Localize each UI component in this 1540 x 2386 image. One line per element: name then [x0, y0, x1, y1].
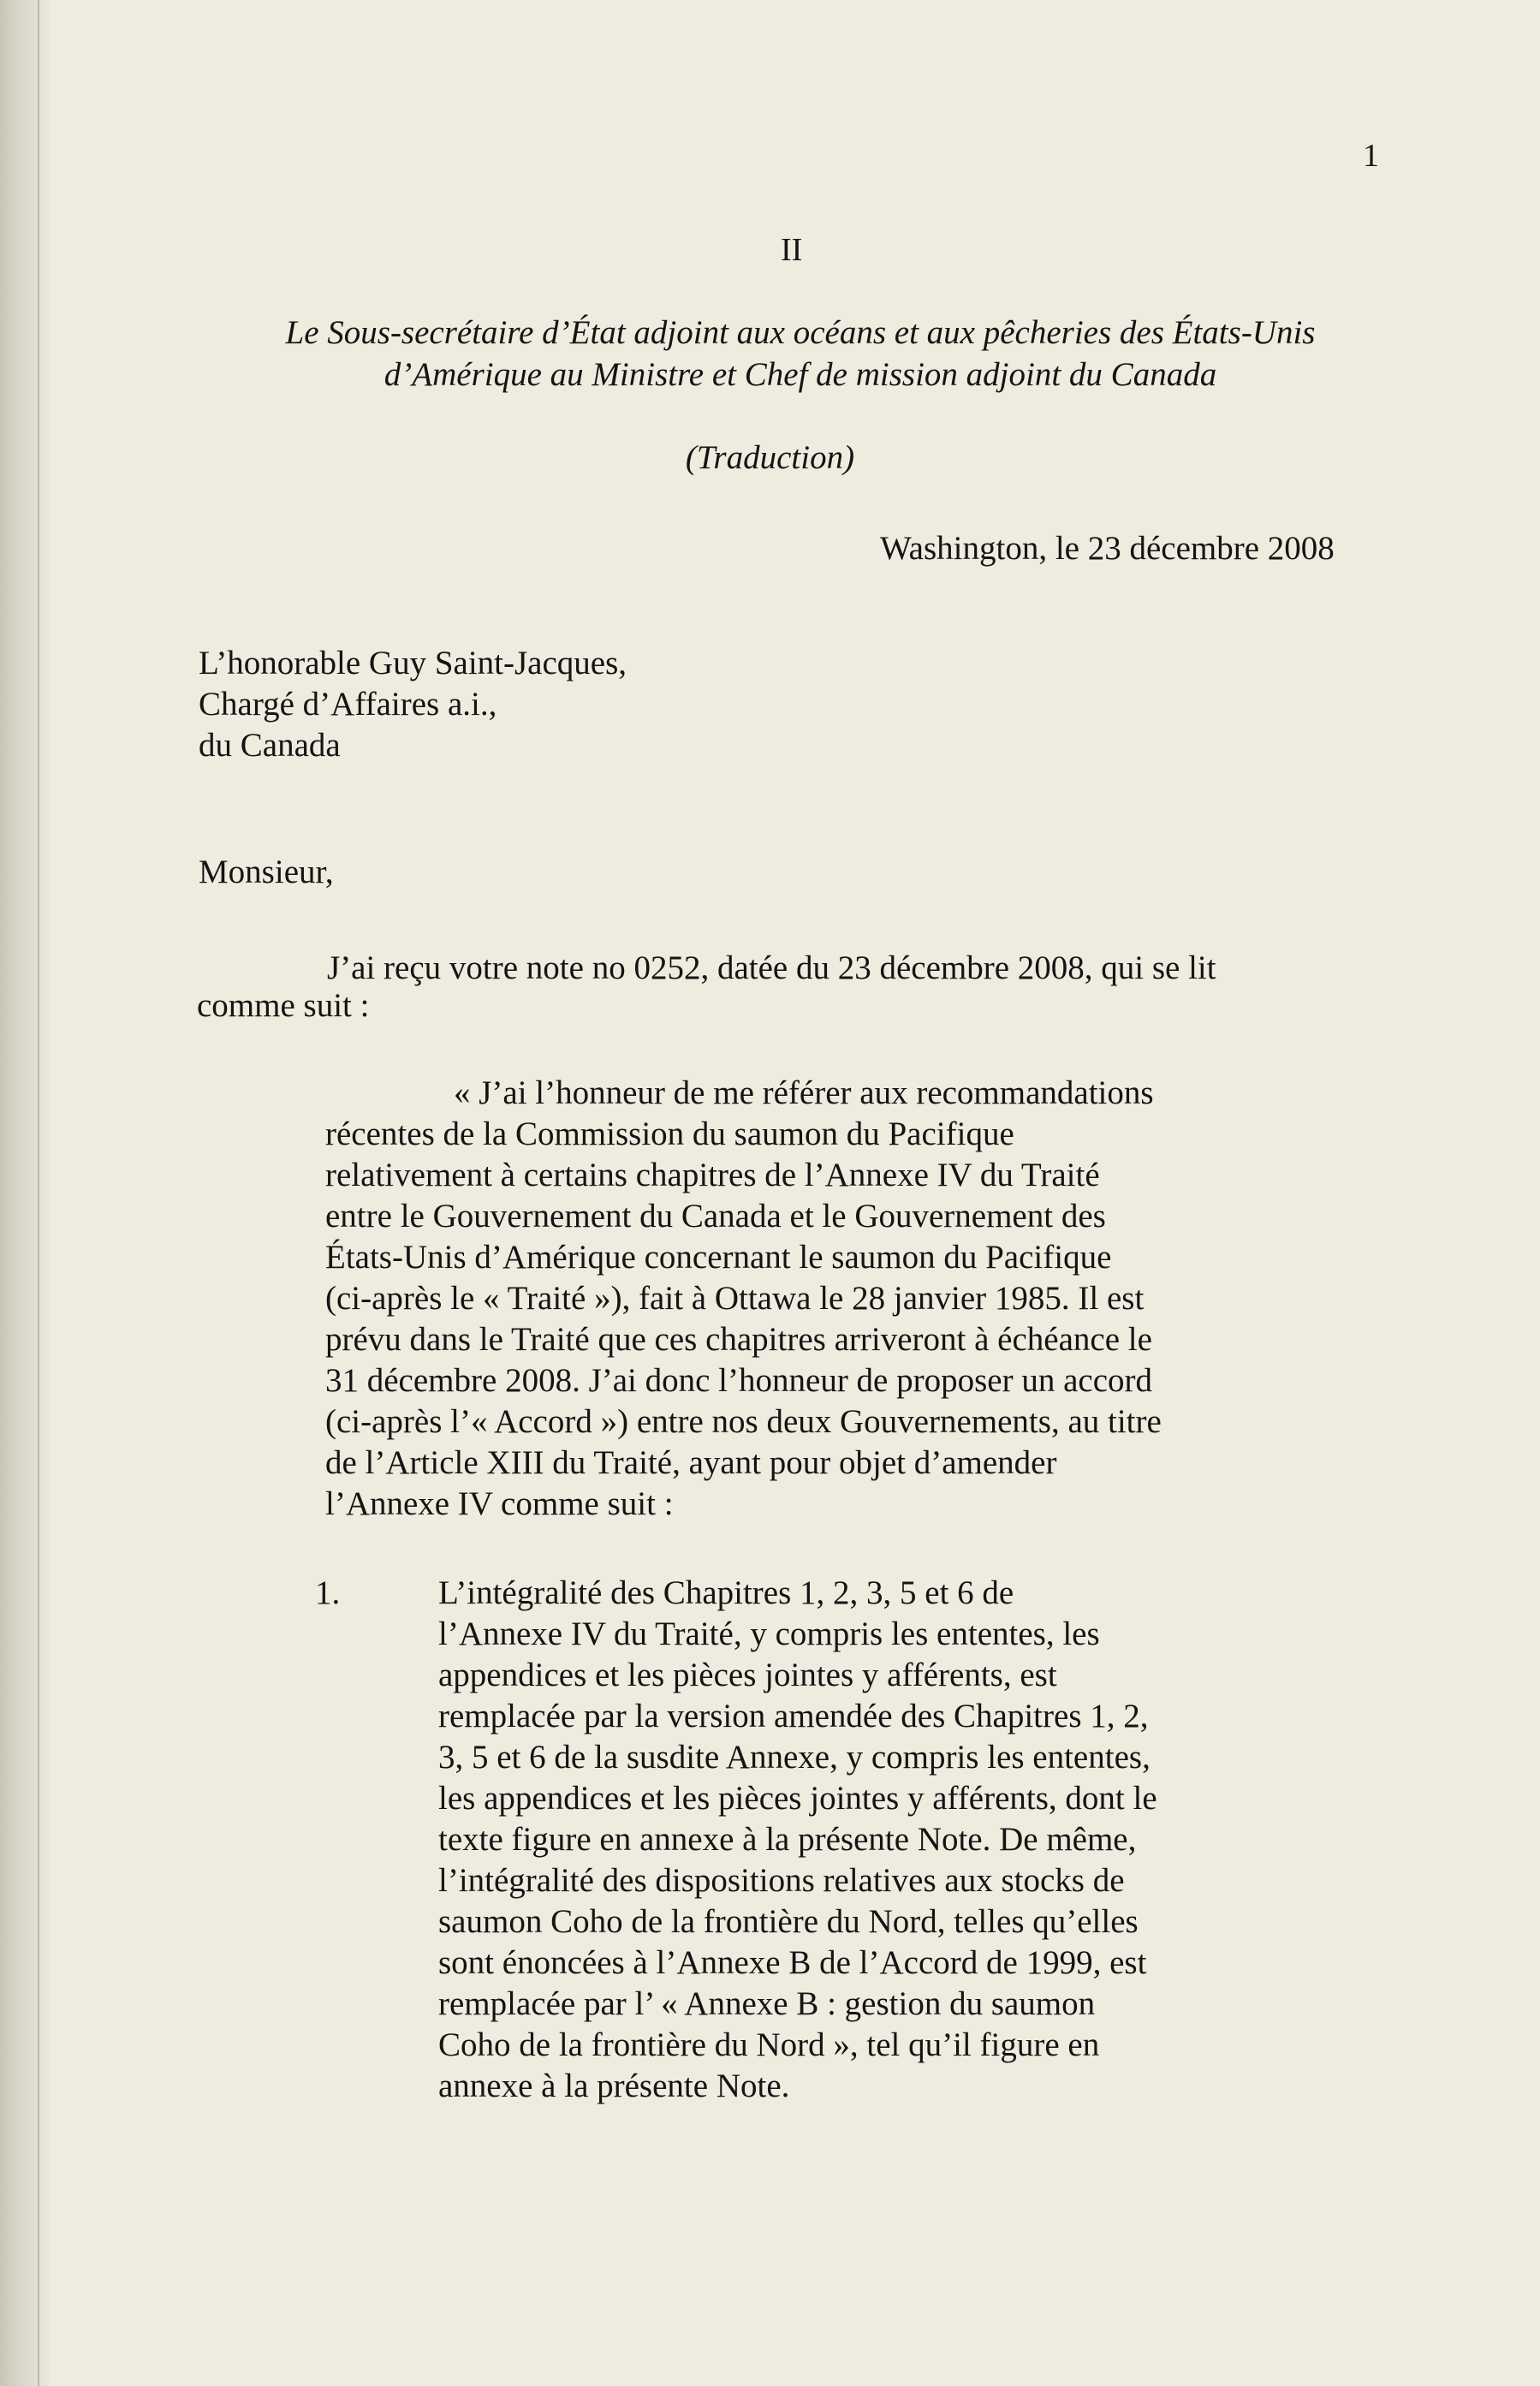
- addressee-line: du Canada: [199, 727, 341, 764]
- quoted-line: (ci-après le « Traité »), fait à Ottawa le 28 janvier 1985. Il est: [325, 1280, 1145, 1317]
- section-numeral: II: [781, 232, 803, 268]
- list-item-line: appendices et les pièces jointes y afférents, est: [438, 1657, 1057, 1693]
- salutation: Monsieur,: [199, 854, 334, 890]
- heading-line: Le Sous-secrétaire d’État adjoint aux océans et aux pêcheries des États-Unis: [285, 314, 1316, 351]
- list-item-line: Coho de la frontière du Nord », tel qu’il figure en: [438, 2026, 1100, 2063]
- quoted-line: relativement à certains chapitres de l’Annexe IV du Traité: [325, 1157, 1100, 1193]
- list-item-line: remplacée par l’ « Annexe B : gestion du saumon: [438, 1985, 1096, 2022]
- list-item-line: saumon Coho de la frontière du Nord, telles qu’elles: [438, 1903, 1139, 1940]
- quoted-line: prévu dans le Traité que ces chapitres arriveront à échéance le: [325, 1321, 1152, 1358]
- quoted-line: l’Annexe IV comme suit :: [325, 1485, 674, 1522]
- place-date: Washington, le 23 décembre 2008: [880, 530, 1335, 567]
- quoted-line: États-Unis d’Amérique concernant le saumon du Pacifique: [325, 1239, 1112, 1276]
- list-item-number: 1.: [315, 1574, 341, 1611]
- quoted-line: (ci-après l’« Accord ») entre nos deux Gouvernements, au titre: [325, 1403, 1162, 1440]
- list-item-line: L’intégralité des Chapitres 1, 2, 3, 5 et 6 de: [438, 1574, 1014, 1611]
- letter-heading: [235, 312, 1365, 396]
- list-item-line: 3, 5 et 6 de la susdite Annexe, y compris les ententes,: [438, 1739, 1151, 1776]
- quoted-line: de l’Article XIII du Traité, ayant pour objet d’amender: [325, 1444, 1057, 1481]
- translation-note: (Traduction): [685, 439, 855, 476]
- list-item-line: les appendices et les pièces jointes y afférents, dont le: [438, 1780, 1157, 1817]
- list-item-line: sont énoncées à l’Annexe B de l’Accord de 1999, est: [438, 1944, 1147, 1981]
- page-number: 1: [1363, 138, 1379, 174]
- addressee-line: Chargé d’Affaires a.i.,: [199, 686, 497, 723]
- list-item-line: texte figure en annexe à la présente Note. De même,: [438, 1821, 1137, 1858]
- list-item-line: l’Annexe IV du Traité, y compris les ententes, les: [438, 1615, 1100, 1652]
- intro-line: J’ai reçu votre note no 0252, datée du 23 décembre 2008, qui se lit: [327, 949, 1216, 986]
- quoted-line: 31 décembre 2008. J’ai donc l’honneur de proposer un accord: [325, 1362, 1152, 1399]
- quoted-line: « J’ai l’honneur de me référer aux recommandations: [454, 1074, 1154, 1111]
- addressee-line: L’honorable Guy Saint-Jacques,: [199, 645, 627, 681]
- heading-line: d’Amérique au Ministre et Chef de mission adjoint du Canada: [384, 356, 1217, 393]
- intro-line: comme suit :: [197, 987, 370, 1024]
- quoted-line: récentes de la Commission du saumon du Pacifique: [325, 1116, 1014, 1152]
- binding-edge: [0, 0, 50, 2386]
- list-item-line: l’intégralité des dispositions relatives aux stocks de: [438, 1862, 1125, 1899]
- quoted-line: entre le Gouvernement du Canada et le Gouvernement des: [325, 1198, 1106, 1235]
- list-item-line: annexe à la présente Note.: [438, 2068, 790, 2104]
- binding-line: [38, 0, 39, 2386]
- list-item-line: remplacée par la version amendée des Chapitres 1, 2,: [438, 1698, 1149, 1734]
